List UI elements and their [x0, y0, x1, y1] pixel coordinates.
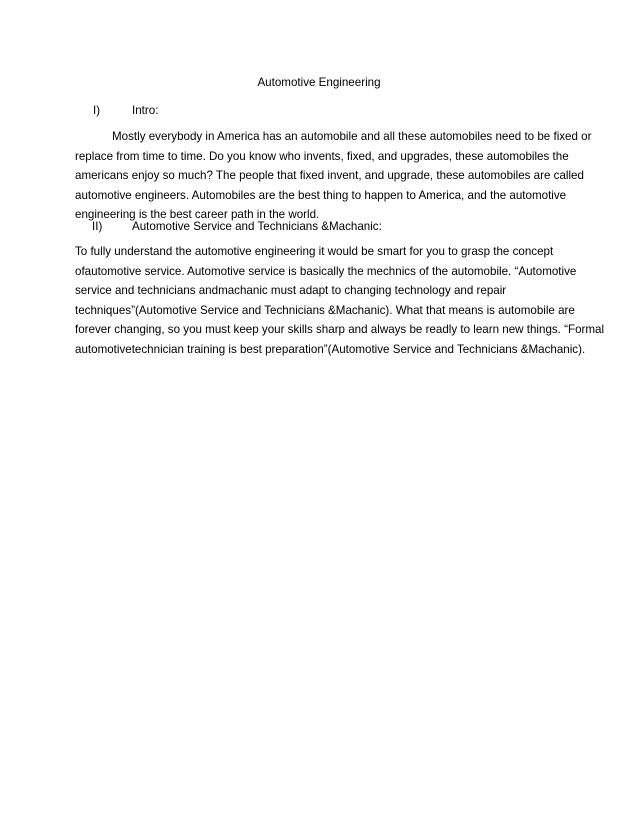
paragraph-line: To fully understand the automotive engineering it would be smart for you to grasp the concept — [75, 245, 554, 258]
section-number: II) — [92, 220, 103, 233]
paragraph-line: automotive engineers. Automobiles are the best thing to happen to America, and the automotive — [75, 188, 567, 202]
automotive-service-paragraph — [75, 242, 605, 360]
paragraph-line: americans enjoy so much? The people that fixed invent, and upgrade, these automobiles are called — [75, 169, 584, 183]
paragraph-line: techniques”(Automotive Service and Technicians &Machanic). What that means is automobile are — [75, 303, 575, 317]
section-heading-text: Automotive Service and Technicians &Machanic: — [132, 220, 382, 233]
paragraph-line: ofautomotive service. Automotive service is basically the mechnics of the automobile. “Automotive — [75, 264, 577, 278]
intro-paragraph — [75, 127, 592, 225]
paragraph-line: engineering is the best career path in the world. — [75, 208, 320, 222]
paragraph-line: service and technicians andmachanic must adapt to changing technology and repair — [75, 284, 507, 298]
paragraph-line: replace from time to time. Do you know who invents, fixed, and upgrades, these automobiles the — [75, 149, 569, 163]
paragraph-line: forever changing, so you must keep your skills sharp and always be readly to learn new things. “Formal — [75, 323, 605, 337]
section-number: I) — [93, 104, 101, 117]
document-title: Automotive Engineering — [257, 76, 381, 89]
section-heading-text: Intro: — [132, 104, 159, 117]
paragraph-line: automotivetechnician training is best preparation”(Automotive Service and Technicians &Machanic). — [75, 342, 586, 356]
paragraph-line: Mostly everybody in America has an automobile and all these automobiles need to be fixed or — [112, 130, 592, 143]
